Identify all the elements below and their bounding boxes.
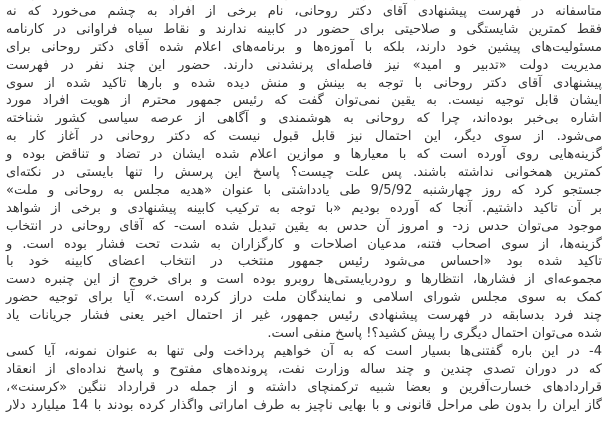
text-line: مجموعه‌ای از فشارها، انتظارها و رودربایستی‌ها روبرو بوده است و برای خروج از این چنبره دست bbox=[6, 272, 602, 288]
text-line: چند فرد بدسابقه در فهرست پیشنهادی رئیس جمهور، غیر از احتمال اخیر یعنی فشار جریانات یاد bbox=[6, 308, 602, 324]
text-line-paragraph-end: شده می‌توان احتمال دیگری را پیش کشید؟! پاسخ منفی است. bbox=[267, 326, 602, 342]
text-line: ایشان قابل توجیه نیست. به یقین نمی‌توان گفت که رئیس جمهور محترم از هویت افراد مورد bbox=[6, 93, 602, 109]
text-line: اشاره بی‌خبر بوده‌اند، چرا که روحانی به هوشمندی و آگاهی از عرصه سیاسی کشور شناخته bbox=[6, 111, 602, 127]
text-line: موجود می‌توان حدس زد- و امروز آن حدس به یقین تبدیل شده است- که آقای روحانی در انتخاب bbox=[6, 218, 602, 234]
text-line: تاکید شده بود «احساس می‌شود رئیس جمهور منتخب در انتخاب اعضای کابینه خود با bbox=[6, 254, 602, 270]
text-line: می‌شود. از سوی دیگر، این احتمال نیز قابل قبول نیست که دکتر روحانی در آغاز کار به bbox=[6, 129, 602, 145]
text-line: فقط کمترین شایستگی و صلاحیتی برای حضور در کابینه ندارند و نقاط سیاه فراوانی در کارنامه bbox=[6, 21, 602, 37]
text-line: پیشنهادی آقای دکتر روحانی با توجه به بینش و منش دیده شده و بارها تاکید شده از سوی bbox=[6, 75, 602, 91]
text-line: که در دوران تصدی چندین و چند ساله وزارت نفت، پرونده‌های مفتوح و پاسخ نداده‌ای از انعقاد bbox=[6, 361, 602, 377]
text-line: متاسفانه در فهرست پیشنهادی آقای دکتر روحانی، نام برخی از افراد به چشم می‌خورد که نه bbox=[6, 4, 602, 19]
text-line: مدیریت دولت «تدبیر و امید» نیز فاصله‌ای پرنشدنی دارند. حضور این چند نفر در فهرست bbox=[6, 57, 602, 73]
text-line: گزینه‌هایی روی آورده است که با معیارها و موازین اعلام شده ایشان در تضاد و تناقض بوده و bbox=[6, 147, 602, 163]
text-line: قراردادهای خسارت‌آفرین و بعضا شبیه ترکمنچای داشته و از جمله در قرارداد ننگین «کرسنت»، bbox=[6, 379, 602, 395]
text-line: کمک به سوی مجلس شورای اسلامی و نمایندگان ملت دراز کرده است.» آیا برای توجیه حضور bbox=[6, 290, 602, 306]
text-line-item-4: 4- در این باره گفتنی‌ها بسیار است که به آن خواهیم پرداخت ولی تنها به عنوان نمونه، آیا کسی bbox=[6, 343, 602, 359]
text-line: بر آن تاکید داشتیم. آنجا که آورده بودیم «با توجه به ترکیب کابینه پیشنهادی و برخی از شواهد bbox=[6, 200, 602, 216]
text-line: جستجو کرد که روز چهارشنبه 9/5/92 طی یادداشتی با عنوان «هدیه مجلس به روحانی و ملت» bbox=[6, 182, 602, 198]
text-line-clipped-bottom: گاز ایران را بدون طی مراحل قانونی و با بهایی ناچیز به طرف اماراتی واگذار کرده بودند با 14 میلیارد دلار bbox=[6, 397, 602, 413]
text-line: کمترین همخوانی نداشته باشند. پس علت چیست؟ پاسخ این پرسش را تنها بایستی در نکته‌ای bbox=[6, 165, 602, 181]
text-line: گزینه‌ها، از سوی اصحاب فتنه، مدعیان اصلاحات و کارگزاران به شدت تحت فشار بوده است. و bbox=[6, 236, 602, 252]
text-line: مسئولیت‌های پیشین خود دارند، بلکه با آموزه‌ها و برنامه‌های اعلام شده آقای دکتر روحانی برای bbox=[6, 39, 602, 55]
